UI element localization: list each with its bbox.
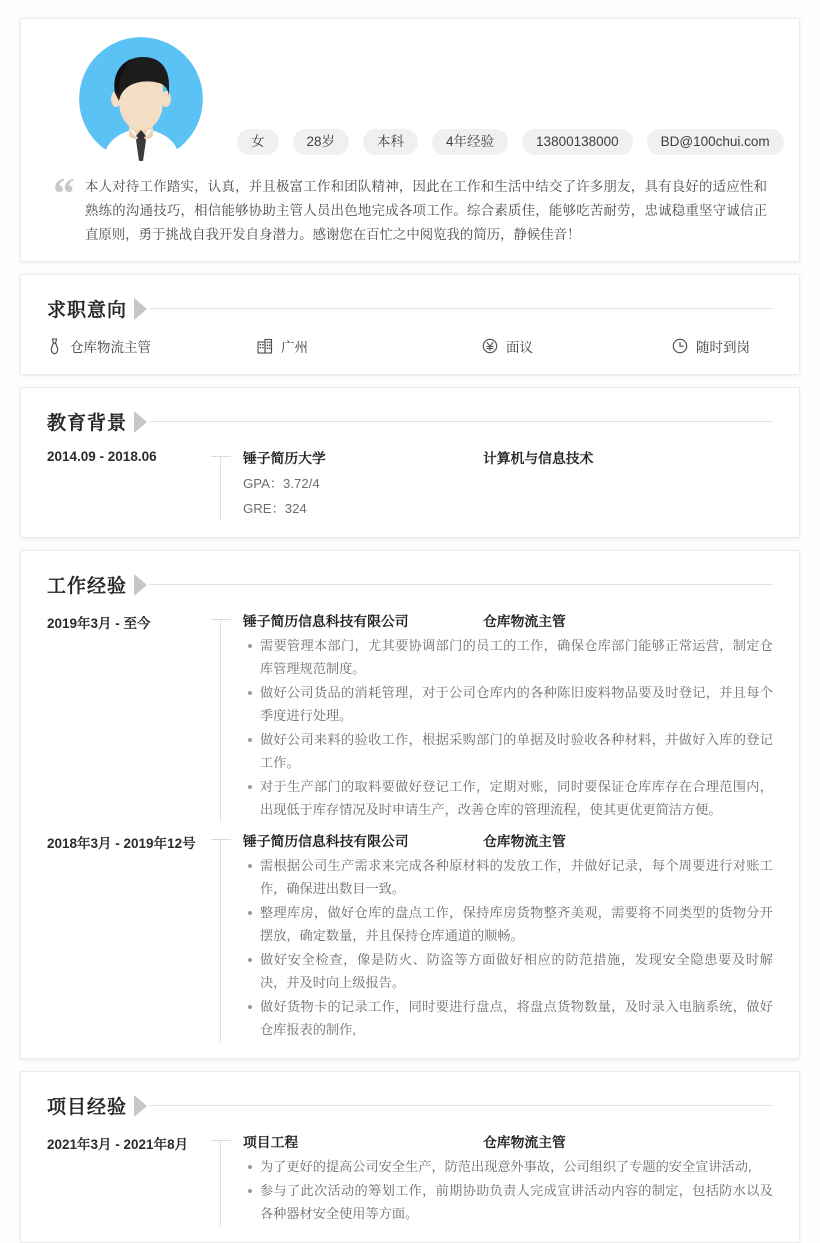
intention-availability-label: 随时到岗 [696, 340, 750, 355]
project-name: 项目工程 [243, 1135, 299, 1150]
list-item: 为了更好的提高公司安全生产，防范出现意外事故，公司组织了专题的安全宣讲活动, [260, 1155, 773, 1178]
section-arrow-icon [134, 574, 147, 596]
work-entry-title-row [243, 830, 773, 850]
timeline-tick [211, 619, 231, 620]
section-title-project: 项目经验 [47, 1097, 128, 1118]
project-experience-card [20, 1071, 800, 1243]
building-icon [257, 338, 273, 354]
section-title-education: 教育背景 [47, 413, 128, 434]
work-experience-card [20, 550, 800, 1059]
education-gpa: GPA：3.72/4 [243, 476, 320, 491]
section-divider [149, 584, 773, 585]
timeline-stem [220, 456, 221, 521]
project-entry-body [241, 1131, 773, 1226]
header-card [20, 18, 800, 262]
self-introduction [47, 169, 773, 247]
list-item: 参与了此次活动的筹划工作，前期协助负责人完成宣讲活动内容的制定，包括防水以及各种器材安全使用等方面。 [260, 1179, 773, 1225]
timeline-rail [207, 447, 241, 521]
section-arrow-icon [134, 298, 147, 320]
timeline-rail [207, 610, 241, 822]
work-entry [47, 830, 773, 1042]
list-item: 需根据公司生产需求来完成各种原材料的发放工作，并做好记录，每个周要进行对账工作，确保进出数目一致。 [260, 854, 773, 900]
intention-availability [672, 336, 750, 356]
education-entry-date: 2014.09 - 2018.06 [47, 449, 157, 464]
tag-age: 28岁 [293, 129, 350, 155]
avatar [79, 37, 203, 161]
tag-experience: 4年经验 [432, 129, 508, 155]
intention-position [47, 336, 257, 356]
list-item: 做好安全检查，像是防火、防盗等方面做好相应的防范措施，发现安全隐患要及时解决，并及时向上级报告。 [260, 948, 773, 994]
education-gre: GRE：324 [243, 501, 307, 516]
work-experience-header [47, 557, 773, 602]
work-company: 锤子简历信息科技有限公司 [243, 834, 409, 849]
work-entry-body [241, 610, 773, 822]
profile-tag-list [237, 129, 784, 155]
project-entry-title-row [243, 1131, 773, 1151]
list-item: 做好公司来料的验收工作，根据采购部门的单据及时验收各种材料，并做好入库的登记工作。 [260, 728, 773, 774]
work-entry-body [241, 830, 773, 1042]
section-divider [149, 421, 773, 422]
timeline-tick [211, 839, 231, 840]
timeline-rail [207, 1131, 241, 1226]
list-item: 做好公司货品的消耗管理，对于公司仓库内的各种陈旧废料物品要及时登记，并且每个季度进行处理。 [260, 681, 773, 727]
job-intention-header [47, 281, 773, 326]
section-divider [149, 1105, 773, 1106]
project-experience-header [47, 1078, 773, 1123]
work-entry-date: 2018年3月 - 2019年12号 [47, 836, 196, 851]
timeline-stem [220, 1140, 221, 1226]
work-role: 仓库物流主管 [483, 614, 566, 629]
list-item: 需要管理本部门，尤其要协调部门的员工的工作，确保仓库部门能够正常运营，制定仓库管理规范制度。 [260, 634, 773, 680]
work-entry-date: 2019年3月 - 至今 [47, 616, 151, 631]
timeline-tick [211, 1140, 231, 1141]
job-intention-items [47, 336, 773, 356]
timeline-stem [220, 619, 221, 822]
intention-salary [482, 336, 672, 356]
intention-position-label: 仓库物流主管 [70, 340, 151, 355]
work-bullet-list [243, 634, 773, 821]
avatar-illustration [79, 37, 203, 161]
education-school: 锤子简历大学 [243, 451, 326, 466]
list-item: 做好货物卡的记录工作，同时要进行盘点，将盘点货物数量，及时录入电脑系统，做好仓库报表的制作, [260, 995, 773, 1041]
list-item: 对于生产部门的取料要做好登记工作，定期对账，同时要保证仓库库存在合理范围内，出现低于库存情况及时申请生产，改善仓库的管理流程，使其更优更简洁方便。 [260, 775, 773, 821]
section-title-work: 工作经验 [47, 576, 128, 597]
job-intention-card [20, 274, 800, 375]
education-entry-body [241, 447, 773, 521]
tie-icon [47, 338, 62, 355]
section-title-job-intention: 求职意向 [47, 300, 128, 321]
tag-education: 本科 [363, 129, 418, 155]
intention-city-label: 广州 [281, 340, 308, 355]
intention-city [257, 336, 482, 356]
work-company: 锤子简历信息科技有限公司 [243, 614, 409, 629]
list-item: 整理库房，做好仓库的盘点工作，保持库房货物整齐美观，需要将不同类型的货物分开摆放，确定数量，并且保持仓库通道的顺畅。 [260, 901, 773, 947]
work-bullet-list [243, 854, 773, 1041]
tag-phone: 13800138000 [522, 129, 633, 155]
work-entry [47, 610, 773, 822]
timeline-stem [220, 839, 221, 1042]
section-divider [149, 308, 773, 309]
work-role: 仓库物流主管 [483, 834, 566, 849]
education-major: 计算机与信息技术 [483, 451, 594, 466]
tag-email: BD@100chui.com [647, 129, 784, 155]
education-header [47, 394, 773, 439]
header-top-row [47, 37, 773, 161]
self-introduction-text: 本人对待工作踏实，认真，并且极富工作和团队精神，因此在工作和生活中结交了许多朋友，具有良好的适应性和熟练的沟通技巧，相信能够协助主管人员出色地完成各项工作。综合素质佳，能够吃苦耐劳，忠诚稳重坚守诚信正直原则，勇于挑战自我开发自身潜力。感谢您在百忙之中阅览我的简历，静候佳音！ [85, 179, 767, 242]
education-entry [47, 447, 773, 521]
education-entry-title-row [243, 447, 773, 467]
project-entry-date: 2021年3月 - 2021年8月 [47, 1137, 189, 1152]
project-entry [47, 1131, 773, 1226]
intention-salary-label: 面议 [506, 340, 533, 355]
clock-icon [672, 338, 688, 354]
yen-icon [482, 338, 498, 354]
project-bullet-list [243, 1155, 773, 1225]
tag-gender: 女 [237, 129, 279, 155]
section-arrow-icon [134, 411, 147, 433]
section-arrow-icon [134, 1095, 147, 1117]
timeline-rail [207, 830, 241, 1042]
project-role: 仓库物流主管 [483, 1135, 566, 1150]
quote-icon: “ [53, 169, 75, 218]
timeline-tick [211, 456, 231, 457]
education-card [20, 387, 800, 538]
work-entry-title-row [243, 610, 773, 630]
